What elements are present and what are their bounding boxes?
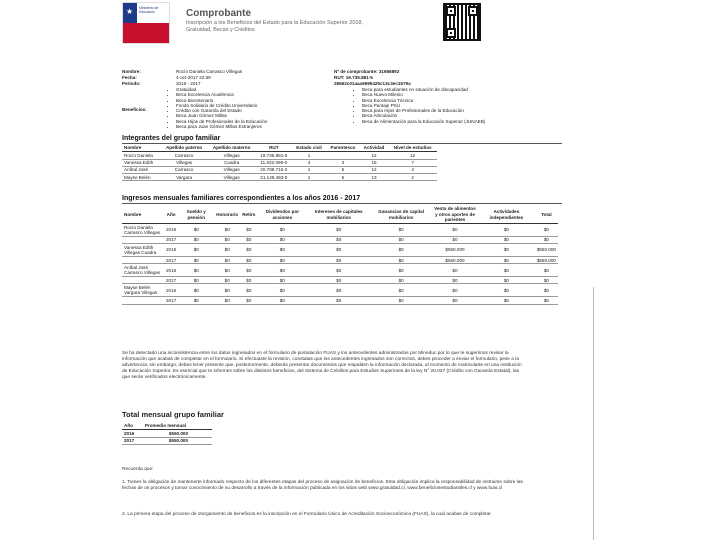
table-cell: $0 (240, 244, 257, 257)
table-cell: $0 (432, 264, 478, 277)
table-cell: 20.788.715-2 (256, 166, 292, 173)
table-cell: 21.149.483-0 (256, 174, 292, 181)
beneficio-item: • Beca Juan Gómez Millas (176, 113, 336, 118)
table-cell: $0 (214, 297, 240, 304)
table-cell: $0 (178, 297, 214, 304)
grupo-familiar-table (122, 145, 437, 181)
table-row (122, 159, 437, 166)
table-cell: $550.000 (535, 244, 558, 257)
table-cell: $0 (258, 264, 308, 277)
beneficio-item: • Beca para Hijos de Profesionales de la Educación (362, 108, 572, 113)
table-cell: Carrasco (161, 166, 208, 173)
table-cell (326, 152, 359, 159)
beneficio-item: • Crédito con Garantía del Estado (176, 108, 336, 113)
table-header-row: Nombre Apellido paterno Apellido materno RUT Estado civil Parentesco Actividad Nivel de estudios (122, 145, 437, 152)
table-cell: 15 (360, 159, 389, 166)
table-cell: $0 (478, 244, 535, 257)
table-cell: $550.000 (535, 257, 558, 264)
table-cell: $0 (370, 277, 432, 284)
table-cell: 2017 (166, 277, 177, 283)
table-row (122, 237, 558, 244)
table-cell: 2017 (166, 257, 177, 263)
beneficio-item: • Beca de Alimentación para la Educación Superior (JUNAEB) (362, 119, 572, 124)
table-cell: $0 (258, 284, 308, 297)
table-cell: Cuadra (207, 159, 255, 166)
table-cell: $0 (240, 297, 257, 304)
table-cell: 5 (326, 174, 359, 181)
table-cell: Villegas (207, 166, 255, 173)
beneficio-item: • Beca Excelencia Académica (176, 92, 336, 97)
table-cell: 2016 (164, 224, 178, 237)
table-cell: $0 (307, 264, 370, 277)
table-cell: $0 (307, 257, 370, 264)
subtitle-line: Gratuidad, Becas y Créditos (186, 26, 255, 33)
table-cell: $0 (214, 257, 240, 264)
beneficios-list-right (354, 87, 572, 124)
table-cell (122, 237, 164, 244)
table-cell: Mayse Belén Vargara Villegas (122, 284, 164, 297)
hash-row: 28662c01aaa6995425c13c3ec1579a (334, 81, 411, 86)
beneficio-item: • Beca Puntaje PSU (362, 103, 572, 108)
table-cell: $0 (214, 284, 240, 297)
table-cell: $0 (178, 224, 214, 237)
star-icon: ★ (126, 7, 134, 16)
table-row (122, 284, 558, 297)
table-cell: $0 (370, 244, 432, 257)
table-cell (122, 257, 164, 264)
table-cell: 7 (388, 159, 437, 166)
table-cell: $0 (214, 277, 240, 284)
table-row (122, 277, 558, 284)
fecha-row: Fecha: 4-oct-2017 22:59 (122, 75, 211, 80)
table-cell: $0 (370, 237, 432, 244)
table-cell: $0 (307, 237, 370, 244)
beneficio-item: • Beca Bicentenario (176, 98, 336, 103)
beneficio-item: • Beca Hijos de Profesionales de la Educación (176, 119, 336, 124)
table-cell: 2017 (166, 237, 177, 243)
table-cell: Aníbal José (122, 166, 161, 173)
table-cell: $0 (478, 297, 535, 304)
table-row: 2016 $550.000 (122, 430, 212, 437)
table-cell: $0 (240, 224, 257, 237)
table-cell: $0 (307, 224, 370, 237)
table-cell: $0 (178, 277, 214, 284)
table-cell: 1 (292, 152, 326, 159)
table-cell: $0 (240, 264, 257, 277)
table-cell: $0 (432, 297, 478, 304)
table-cell: $0 (258, 237, 308, 244)
table-header-row: Año Promedio mensual (122, 423, 212, 430)
table-cell: 5 (326, 166, 359, 173)
table-cell: $0 (432, 224, 478, 237)
table-cell: $0 (214, 237, 240, 244)
document-page (118, 0, 590, 540)
table-cell: $0 (178, 244, 214, 257)
table-row (122, 174, 437, 181)
table-cell: 2016 (164, 244, 178, 257)
table-cell: $0 (535, 237, 558, 244)
table-cell: $0 (258, 244, 308, 257)
table-cell: $550.000 (432, 257, 478, 264)
table-cell: Vanessa Edith Villegas Cuadra (122, 244, 164, 257)
table-cell: $0 (370, 224, 432, 237)
table-cell: $0 (432, 284, 478, 297)
table-cell: $0 (214, 224, 240, 237)
beneficio-item: • Beca Excelencia Técnica (362, 98, 572, 103)
table-cell: 2016 (164, 264, 178, 277)
table-cell: 19.735.881-5 (256, 152, 292, 159)
table-cell: $0 (178, 264, 214, 277)
beneficio-item: • Beca Articulación (362, 113, 572, 118)
table-cell: Villegas (207, 174, 255, 181)
table-row (122, 297, 558, 304)
qr-code-icon (443, 3, 481, 41)
table-cell: $0 (478, 284, 535, 297)
recuerda-item-1: 1. Tienes la obligación de mantenerte informado respecto de los diferentes etapas del proceso de asignación de beneficios. Esta obligación implica la responsabilidad de instruirse sobre las fechas de os procesos y tomar conocimiento de su desarrollo a través de la información publicada en los sitios web www.gratuidad.cl, www.beneficiosestudiantiles.cl y www.fuas.cl (122, 480, 523, 491)
nombre-row: Nombre: Rocío Daniela Carrasco Villegas (122, 69, 243, 74)
table-cell (122, 277, 164, 284)
table-cell: 12 (388, 152, 437, 159)
table-row: 2017 $550.000 (122, 437, 212, 444)
table-cell: $0 (214, 264, 240, 277)
table-cell: $0 (535, 277, 558, 284)
comprobante-row: Nº de comprobante: 31656892 (334, 69, 400, 74)
table-cell: $0 (240, 277, 257, 284)
table-cell: $0 (535, 224, 558, 237)
table-cell: 2017 (166, 297, 177, 303)
table-cell: 4 (292, 159, 326, 166)
document-title-block (186, 8, 363, 34)
table-cell: $0 (178, 284, 214, 297)
table-cell: $0 (535, 284, 558, 297)
document-title: Comprobante (186, 8, 251, 19)
table-cell: $0 (432, 277, 478, 284)
table-cell (122, 297, 164, 304)
table-cell: 12 (360, 166, 389, 173)
table-cell: $0 (370, 257, 432, 264)
beneficios-label: Beneficios: (122, 107, 147, 112)
ingresos-heading: Ingresos mensuales familiares correspondientes a los años 2016 - 2017 (122, 195, 562, 204)
table-cell: Rocío Daniela (122, 152, 161, 159)
table-cell: $0 (258, 297, 308, 304)
table-cell: $0 (535, 264, 558, 277)
table-cell: $0 (258, 224, 308, 237)
beneficios-list-left (168, 87, 336, 129)
grupo-familiar-heading: Integrantes del grupo familiar (122, 135, 562, 144)
ingresos-table (122, 206, 558, 305)
table-cell: $0 (240, 257, 257, 264)
table-cell: Mayse Belén (122, 174, 161, 181)
total-table (122, 423, 212, 445)
table-cell: $0 (432, 237, 478, 244)
table-cell: Villegas (207, 152, 255, 159)
table-cell: 2 (388, 174, 437, 181)
table-cell: $0 (214, 244, 240, 257)
beneficio-item: • Gratuidad (176, 87, 336, 92)
table-cell: $0 (240, 284, 257, 297)
table-row (122, 152, 437, 159)
total-heading: Total mensual grupo familiar (122, 410, 224, 419)
table-cell: $0 (307, 244, 370, 257)
table-row (122, 166, 437, 173)
table-cell: 3 (326, 159, 359, 166)
table-cell: $0 (370, 264, 432, 277)
table-cell: 2016 (164, 284, 178, 297)
table-cell: $0 (307, 284, 370, 297)
table-cell: Villegas (161, 159, 208, 166)
table-cell: $0 (178, 257, 214, 264)
table-cell: $550.000 (432, 244, 478, 257)
recuerda-item-2: 2. La primera etapa del proceso de otorgamiento de beneficios es la inscripción en el Formulario Único de Acreditación Socioeconómica (FUAS), la cual acabas de completar. (122, 512, 492, 517)
table-cell: 11.632.069-0 (256, 159, 292, 166)
table-cell: Carrasco (161, 152, 208, 159)
beneficio-item: • Beca para Juan Gómez Millas Extranjeros (176, 124, 336, 129)
table-cell: $0 (307, 297, 370, 304)
table-row (122, 257, 558, 264)
table-cell: Vanessa Edith (122, 159, 161, 166)
table-cell: 4 (388, 166, 437, 173)
table-row (122, 224, 558, 237)
beneficio-item: • Beca para estudiantes en situación de discapacidad (362, 87, 572, 92)
table-cell: Aníbal José Carrasco Villegas (122, 264, 164, 277)
table-cell: 1 (292, 166, 326, 173)
table-cell: $0 (258, 257, 308, 264)
rut-row: RUT: 19.735.881-5 (334, 75, 373, 80)
table-cell: $0 (307, 277, 370, 284)
subtitle-line: Inscripción a los Beneficios del Estado para la Educación Superior 2018, (186, 20, 364, 26)
table-cell: $0 (478, 237, 535, 244)
table-cell: $0 (478, 257, 535, 264)
table-cell: $0 (478, 264, 535, 277)
table-row (122, 244, 558, 257)
ministerio-logo: ★ Ministerio de Educación (122, 2, 170, 44)
table-cell: 13 (360, 174, 389, 181)
table-header-row: Nombre Año Sueldo y pensión Honorario Retiro Dividendos por acciones Intereses de capitales mobiliarios Ganancias de capital mobiliarios Venta de alimentos y otros aportes de parientes Actividades independientes Total (122, 206, 558, 224)
aviso-paragraph: Se ha detectado una inconsistencia entre los datos ingresados en el formulario de postulación FUAS y los antecedentes administrados por Mineduc por lo que te sugerimos revisar la información que acabas de completar en el formulario. Si efectuaste la revisión, constatas que los antecedentes ingresados son correctos, debes proceder a enviar el formulario, pese a la advertencia; sin embargo, debes tener presente que, posteriormente, deberás presentar documentos que respalden la información declarada, al momento de matricularte en una institución de Educación Superior. Es esencial que te informes sobre los distintos beneficios, del Sistema de Créditos para Estudios Superiores de la ley N° 20.027 (Crédito con Garantía Estatal), las que serán verificados electrónicamente. (122, 351, 522, 380)
table-cell: 1 (292, 174, 326, 181)
table-cell: $0 (370, 297, 432, 304)
table-cell: $0 (178, 237, 214, 244)
table-cell: $0 (258, 277, 308, 284)
table-cell: $0 (478, 224, 535, 237)
table-cell: Rocío Daniela Carrasco Villegas (122, 224, 164, 237)
table-cell: $0 (240, 237, 257, 244)
table-cell: Vargara (161, 174, 208, 181)
beneficio-item: • Fondo Solidario de Crédito Universitario (176, 103, 336, 108)
recuerda-title: Recuerda que: (122, 467, 154, 472)
beneficio-item: • Beca Nuevo Milenio (362, 92, 572, 97)
table-cell: $0 (535, 297, 558, 304)
scrollbar[interactable] (593, 287, 594, 540)
periodo-row: Periodo: 2016 - 2017 (122, 81, 201, 86)
table-cell: $0 (478, 277, 535, 284)
table-cell: 12 (360, 152, 389, 159)
table-cell: $0 (370, 284, 432, 297)
table-row (122, 264, 558, 277)
